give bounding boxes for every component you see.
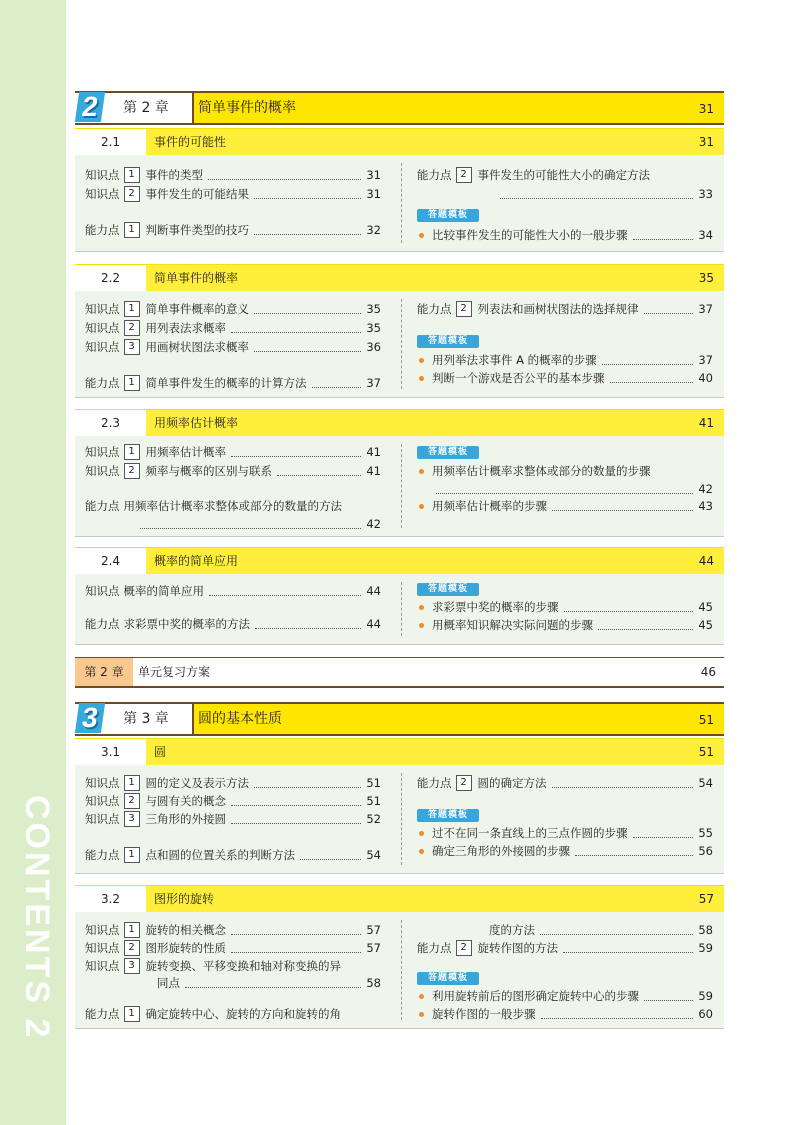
- entry-kind: 知识点: [85, 340, 120, 354]
- entry-page: 51: [366, 794, 381, 808]
- bullet-icon: [419, 358, 424, 363]
- entry-page: 37: [698, 302, 713, 316]
- section-body: [75, 436, 724, 537]
- entry-page: 37: [366, 376, 381, 390]
- entry-page: 45: [698, 618, 713, 632]
- toc-entry[interactable]: [85, 186, 381, 202]
- toc-entry[interactable]: [85, 301, 381, 317]
- toc-entry[interactable]: [417, 301, 713, 317]
- section-title: 用频率估计概率: [154, 416, 239, 430]
- review-chapter-tag: 第 2 章: [75, 658, 133, 686]
- toc-entry[interactable]: [85, 222, 381, 238]
- toc-entry[interactable]: [85, 775, 381, 791]
- column-divider: [401, 773, 402, 865]
- template-entry[interactable]: [417, 370, 713, 386]
- entry-title: 求彩票中奖的概率的步骤: [432, 600, 559, 614]
- entry-title: 圆的确定方法: [477, 776, 547, 790]
- answer-template-badge: 答题模板: [417, 583, 479, 596]
- entry-kind: 知识点: [85, 812, 120, 826]
- chapter-number-icon: 3: [75, 703, 105, 733]
- chapter-number-icon: 2: [75, 92, 105, 122]
- section-title: 概率的简单应用: [154, 554, 239, 568]
- section-header[interactable]: [75, 547, 724, 574]
- entry-number-box: 2: [124, 463, 140, 479]
- entry-number-box: 1: [124, 1006, 140, 1022]
- chapter-title: 圆的基本性质: [198, 711, 282, 727]
- toc-entry[interactable]: [85, 922, 381, 938]
- entry-page: 54: [698, 776, 713, 790]
- chapter-page: 31: [698, 102, 714, 116]
- leader-dots: [610, 374, 694, 383]
- entry-page: 32: [366, 223, 381, 237]
- leader-dots: [254, 343, 361, 352]
- leader-dots: [208, 171, 361, 180]
- answer-template-badge: 答题模板: [417, 446, 479, 459]
- toc-entry[interactable]: [85, 940, 381, 956]
- entry-kind: 能力点: [85, 499, 120, 513]
- entry-title: 用频率估计概率求整体或部分的数量的方法: [123, 499, 342, 513]
- column-divider: [401, 163, 402, 243]
- entry-title: 确定旋转中心、旋转的方向和旋转的角: [145, 1007, 341, 1021]
- toc-entry[interactable]: [85, 847, 381, 863]
- section-body: [75, 765, 724, 874]
- section-page: 57: [698, 892, 714, 906]
- toc-entry[interactable]: [85, 498, 381, 514]
- section-body: [75, 912, 724, 1029]
- entry-title: 事件的类型: [145, 168, 203, 182]
- toc-entry[interactable]: [417, 940, 713, 956]
- column-divider: [401, 299, 402, 389]
- entry-page: 40: [698, 371, 713, 385]
- entry-title: 简单事件发生的概率的计算方法: [145, 376, 307, 390]
- entry-kind: 知识点: [85, 959, 120, 973]
- section-title: 事件的可能性: [154, 135, 227, 149]
- entry-page: 52: [366, 812, 381, 826]
- leader-dots: [540, 926, 693, 935]
- leader-dots: [254, 305, 361, 314]
- section-number: 3.1: [75, 739, 146, 766]
- entry-kind: 能力点: [85, 1007, 120, 1021]
- section-2-3: [75, 409, 724, 537]
- entry-page: 42: [698, 482, 713, 496]
- chapter-label: 第 2 章: [123, 100, 169, 116]
- entry-kind: 能力点: [417, 776, 452, 790]
- leader-dots: [644, 992, 693, 1001]
- entry-title: 利用旋转前后的图形确定旋转中心的步骤: [432, 989, 639, 1003]
- leader-dots: [231, 815, 361, 824]
- toc-entry-continuation[interactable]: [489, 922, 713, 938]
- template-entry[interactable]: [417, 498, 713, 514]
- template-entry[interactable]: [417, 463, 713, 479]
- section-header[interactable]: [75, 128, 724, 155]
- section-header[interactable]: [75, 409, 724, 436]
- toc-entry-continuation[interactable]: [135, 516, 381, 532]
- entry-number-box: 1: [124, 444, 140, 460]
- section-body: [75, 291, 724, 398]
- leader-dots: [602, 356, 694, 365]
- entry-title: 与圆有关的概念: [145, 794, 226, 808]
- bullet-icon: [419, 994, 424, 999]
- leader-dots: [598, 621, 693, 630]
- entry-kind: 能力点: [417, 941, 452, 955]
- entry-kind: 知识点: [85, 923, 120, 937]
- entry-title: 简单事件概率的意义: [145, 302, 249, 316]
- entry-page: 42: [366, 517, 381, 531]
- template-entry[interactable]: [417, 843, 713, 859]
- leader-dots: [231, 448, 361, 457]
- entry-number-box: 2: [456, 301, 472, 317]
- template-entry[interactable]: [417, 352, 713, 368]
- answer-template-badge: 答题模板: [417, 972, 479, 985]
- leader-dots: [231, 926, 361, 935]
- section-2-2: [75, 264, 724, 398]
- leader-dots: [436, 485, 693, 494]
- entry-kind: 能力点: [85, 848, 120, 862]
- section-number: 2.3: [75, 410, 146, 437]
- entry-kind: 知识点: [85, 794, 120, 808]
- toc-entry[interactable]: [85, 339, 381, 355]
- leader-dots: [300, 851, 361, 860]
- leader-dots: [633, 829, 694, 838]
- entry-number-box: 2: [124, 940, 140, 956]
- section-header[interactable]: [75, 264, 724, 291]
- entry-kind: 知识点: [85, 302, 120, 316]
- bullet-icon: [419, 233, 424, 238]
- chapter-title: 简单事件的概率: [198, 100, 296, 116]
- entry-page: 31: [366, 168, 381, 182]
- entry-page: 59: [698, 941, 713, 955]
- entry-number-box: 1: [124, 847, 140, 863]
- entry-title: 用列表法求概率: [145, 321, 226, 335]
- divider: [192, 93, 194, 123]
- bullet-icon: [419, 623, 424, 628]
- section-2-4: [75, 547, 724, 645]
- bullet-icon: [419, 469, 424, 474]
- entry-page: 58: [366, 976, 381, 990]
- entry-kind: 能力点: [417, 302, 452, 316]
- entry-number-box: 2: [456, 940, 472, 956]
- sidebar-band: [0, 0, 66, 1125]
- bullet-icon: [419, 376, 424, 381]
- column-divider: [401, 920, 402, 1020]
- leader-dots: [254, 779, 361, 788]
- entry-title: 频率与概率的区别与联系: [145, 464, 272, 478]
- toc-entry[interactable]: [85, 793, 381, 809]
- toc-entry[interactable]: [85, 1006, 395, 1022]
- entry-kind: 能力点: [85, 376, 120, 390]
- template-entry[interactable]: [417, 825, 713, 841]
- leader-dots: [552, 502, 693, 511]
- toc-entry[interactable]: [85, 167, 381, 183]
- bullet-icon: [419, 831, 424, 836]
- toc-entry[interactable]: [85, 583, 381, 599]
- chapter-title-box: [192, 93, 724, 123]
- entry-kind: 知识点: [85, 941, 120, 955]
- entry-page: 33: [698, 187, 713, 201]
- entry-number-box: 3: [124, 811, 140, 827]
- entry-page: 55: [698, 826, 713, 840]
- entry-page: 41: [366, 445, 381, 459]
- section-title: 简单事件的概率: [154, 271, 239, 285]
- chapter-title-box: [192, 704, 724, 734]
- entry-number-box: 1: [124, 922, 140, 938]
- answer-template-badge: 答题模板: [417, 809, 479, 822]
- toc-entry[interactable]: [85, 958, 381, 974]
- entry-page: 60: [698, 1007, 713, 1021]
- entry-page: 43: [698, 499, 713, 513]
- column-divider: [401, 582, 402, 636]
- toc-entry-continuation[interactable]: [431, 481, 713, 497]
- entry-title: 圆的定义及表示方法: [145, 776, 249, 790]
- entry-number-box: 2: [456, 167, 472, 183]
- entry-kind: 能力点: [85, 223, 120, 237]
- toc-entry-continuation[interactable]: [157, 975, 381, 991]
- entry-title: 用列举法求事件 A 的概率的步骤: [432, 353, 597, 367]
- toc-entry[interactable]: [85, 375, 381, 391]
- section-number: 2.1: [75, 129, 146, 156]
- entry-title: 事件发生的可能性大小的确定方法: [477, 168, 650, 182]
- section-page: 35: [698, 271, 714, 285]
- answer-template-badge: 答题模板: [417, 335, 479, 348]
- entry-number-box: 1: [124, 775, 140, 791]
- entry-page: 59: [698, 989, 713, 1003]
- entry-title-continuation: 度的方法: [489, 923, 535, 937]
- section-number: 2.2: [75, 265, 146, 292]
- entry-title: 判断一个游戏是否公平的基本步骤: [432, 371, 605, 385]
- section-page: 31: [698, 135, 714, 149]
- leader-dots: [312, 379, 362, 388]
- leader-dots: [231, 324, 361, 333]
- toc-entry[interactable]: [85, 616, 381, 632]
- entry-number-box: 1: [124, 167, 140, 183]
- review-title: 单元复习方案: [138, 665, 211, 679]
- toc-entry[interactable]: [85, 811, 381, 827]
- chapter-label: 第 3 章: [123, 711, 169, 727]
- toc-entry[interactable]: [85, 463, 381, 479]
- leader-dots: [277, 467, 361, 476]
- entry-number-box: 1: [124, 222, 140, 238]
- entry-page: 45: [698, 600, 713, 614]
- entry-page: 57: [366, 923, 381, 937]
- entry-number-box: 2: [124, 320, 140, 336]
- entry-page: 41: [366, 464, 381, 478]
- entry-kind: 能力点: [85, 617, 120, 631]
- section-body: [75, 574, 724, 645]
- entry-kind: 能力点: [417, 168, 452, 182]
- entry-page: 34: [698, 228, 713, 242]
- entry-page: 44: [366, 617, 381, 631]
- section-page: 44: [698, 554, 714, 568]
- chapter-page: 51: [698, 713, 714, 727]
- leader-dots: [254, 190, 361, 199]
- template-entry[interactable]: [417, 988, 713, 1004]
- entry-title: 点和圆的位置关系的判断方法: [145, 848, 295, 862]
- bullet-icon: [419, 605, 424, 610]
- column-divider: [401, 444, 402, 528]
- entry-page: 44: [366, 584, 381, 598]
- entry-kind: 知识点: [85, 776, 120, 790]
- divider: [192, 704, 194, 734]
- toc-entry[interactable]: [417, 167, 713, 183]
- review-page: 46: [700, 665, 716, 679]
- entry-kind: 知识点: [85, 584, 120, 598]
- entry-number-box: 3: [124, 339, 140, 355]
- leader-dots: [644, 305, 694, 314]
- template-entry[interactable]: [417, 617, 713, 633]
- template-entry[interactable]: [417, 1006, 713, 1022]
- section-3-1: [75, 738, 724, 874]
- section-header[interactable]: [75, 738, 724, 765]
- toc-entry[interactable]: [85, 320, 381, 336]
- leader-dots: [185, 979, 361, 988]
- bullet-icon: [419, 849, 424, 854]
- entry-title: 旋转作图的方法: [477, 941, 558, 955]
- leader-dots: [552, 779, 694, 788]
- entry-page: 35: [366, 321, 381, 335]
- entry-page: 51: [366, 776, 381, 790]
- chapter-3-header[interactable]: [75, 702, 724, 736]
- template-entry[interactable]: [417, 227, 713, 243]
- section-number: 2.4: [75, 548, 146, 575]
- entry-title: 判断事件类型的技巧: [145, 223, 249, 237]
- entry-page: 57: [366, 941, 381, 955]
- entry-title-continuation: 同点: [157, 976, 180, 990]
- entry-title: 用频率估计概率的步骤: [432, 499, 547, 513]
- entry-kind: 知识点: [85, 168, 120, 182]
- entry-kind: 知识点: [85, 321, 120, 335]
- answer-template-badge: 答题模板: [417, 209, 479, 222]
- leader-dots: [633, 231, 694, 240]
- section-page: 41: [698, 416, 714, 430]
- entry-page: 31: [366, 187, 381, 201]
- entry-page: 36: [366, 340, 381, 354]
- entry-title: 事件发生的可能结果: [145, 187, 249, 201]
- leader-dots: [209, 587, 361, 596]
- section-3-2: [75, 885, 724, 1029]
- entry-title: 旋转作图的一般步骤: [432, 1007, 536, 1021]
- entry-title: 列表法和画树状图法的选择规律: [477, 302, 639, 316]
- leader-dots: [500, 190, 693, 199]
- section-page: 51: [698, 745, 714, 759]
- entry-number-box: 2: [456, 775, 472, 791]
- entry-title: 求彩票中奖的概率的方法: [123, 617, 250, 631]
- chapter-2-review[interactable]: [75, 657, 724, 688]
- entry-title: 过不在同一条直线上的三点作圆的步骤: [432, 826, 628, 840]
- entry-number-box: 1: [124, 301, 140, 317]
- toc-entry[interactable]: [85, 444, 381, 460]
- leader-dots: [231, 944, 361, 953]
- section-number: 3.2: [75, 886, 146, 913]
- entry-number-box: 2: [124, 793, 140, 809]
- entry-title: 三角形的外接圆: [145, 812, 226, 826]
- entry-title: 确定三角形的外接圆的步骤: [432, 844, 570, 858]
- entry-kind: 知识点: [85, 445, 120, 459]
- chapter-2-header[interactable]: [75, 91, 724, 125]
- entry-number-box: 1: [124, 375, 140, 391]
- contents-label: CONTENTS 2: [18, 795, 56, 1041]
- entry-title: 用画树状图法求概率: [145, 340, 249, 354]
- entry-page: 54: [366, 848, 381, 862]
- section-title: 图形的旋转: [154, 892, 215, 906]
- entry-page: 56: [698, 844, 713, 858]
- entry-title: 比较事件发生的可能性大小的一般步骤: [432, 228, 628, 242]
- entry-page: 35: [366, 302, 381, 316]
- bullet-icon: [419, 504, 424, 509]
- section-body: [75, 155, 724, 252]
- leader-dots: [255, 620, 361, 629]
- entry-title: 用概率知识解决实际问题的步骤: [432, 618, 593, 632]
- section-2-1: [75, 128, 724, 252]
- section-title: 圆: [154, 745, 167, 759]
- entry-title: 概率的简单应用: [123, 584, 204, 598]
- entry-title: 图形旋转的性质: [145, 941, 226, 955]
- entry-title: 旋转变换、平移变换和轴对称变换的异: [145, 959, 341, 973]
- section-header[interactable]: [75, 885, 724, 912]
- toc-entry-continuation[interactable]: [495, 186, 713, 202]
- leader-dots: [575, 847, 693, 856]
- leader-dots: [140, 520, 361, 529]
- leader-dots: [541, 1010, 694, 1019]
- entry-kind: 知识点: [85, 464, 120, 478]
- entry-number-box: 2: [124, 186, 140, 202]
- leader-dots: [254, 226, 361, 235]
- entry-title: 用频率估计概率: [145, 445, 226, 459]
- leader-dots: [231, 797, 361, 806]
- entry-title: 旋转的相关概念: [145, 923, 226, 937]
- template-entry[interactable]: [417, 599, 713, 615]
- entry-page: 37: [698, 353, 713, 367]
- leader-dots: [564, 603, 694, 612]
- entry-page: 58: [698, 923, 713, 937]
- entry-kind: 知识点: [85, 187, 120, 201]
- entry-number-box: 3: [124, 958, 140, 974]
- bullet-icon: [419, 1012, 424, 1017]
- toc-entry[interactable]: [417, 775, 713, 791]
- entry-title: 用频率估计概率求整体或部分的数量的步骤: [432, 464, 651, 478]
- leader-dots: [563, 944, 693, 953]
